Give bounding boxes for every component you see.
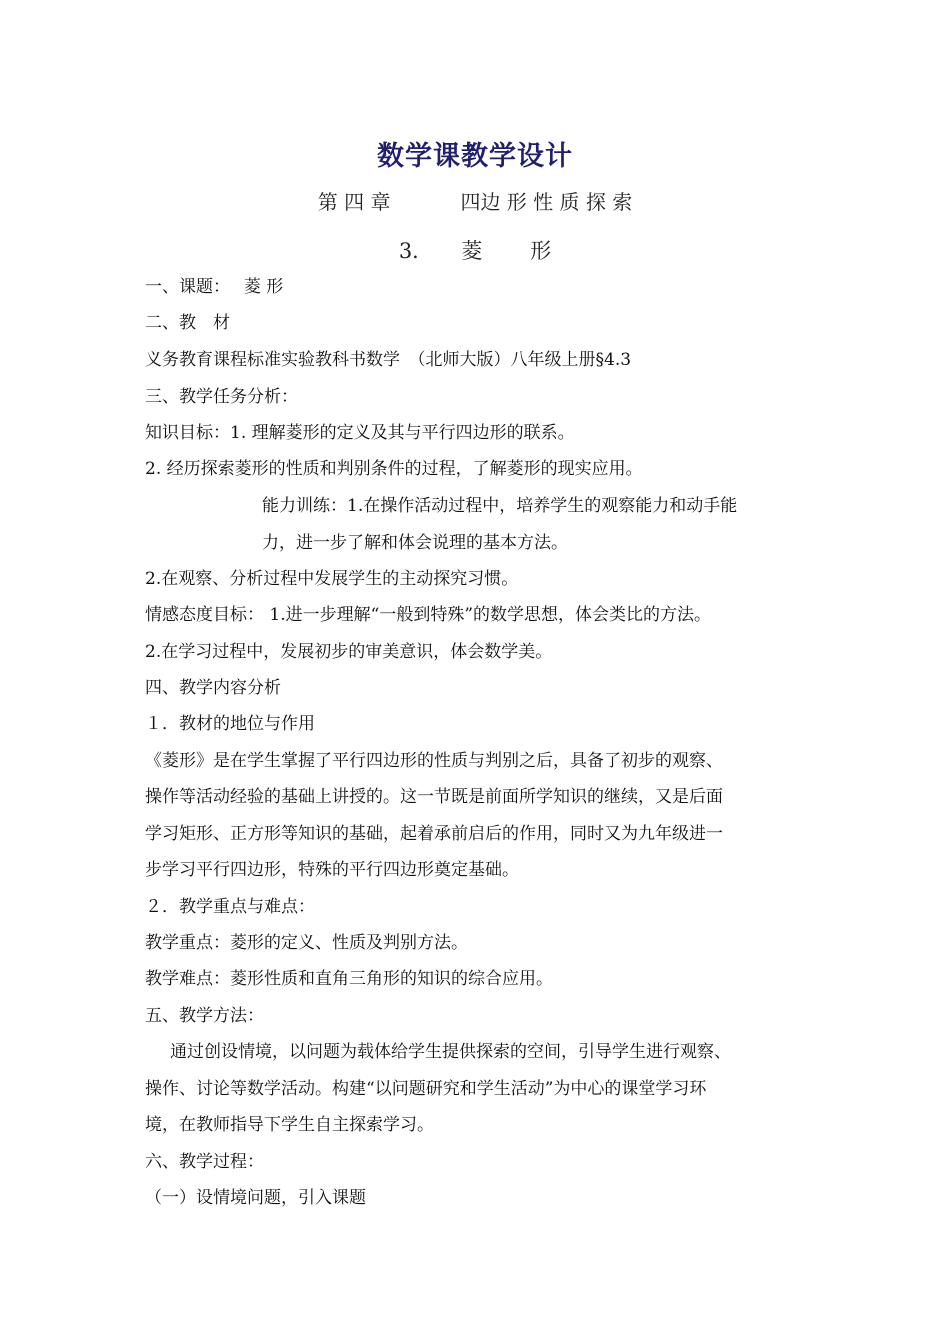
paragraph-line: 步学习平行四边形，特殊的平行四边形奠定基础。 bbox=[145, 860, 519, 880]
textbook-line: 义务教育课程标准实验教科书数学 （北师大版）八年级上册§4.3 bbox=[145, 350, 632, 370]
section-name-second: 形 bbox=[530, 239, 552, 263]
paragraph-line: 学习矩形、正方形等知识的基础，起着承前启后的作用，同时又为九年级进一 bbox=[145, 824, 723, 844]
method-paragraph-line: 境，在教师指导下学生自主探索学习。 bbox=[145, 1115, 434, 1135]
document-title: 数学课教学设计 bbox=[377, 141, 573, 172]
paragraph-line: 《菱形》是在学生掌握了平行四边形的性质与判别之后，具备了初步的观察、 bbox=[145, 751, 723, 771]
ability-training-line: 能力训练：1.在操作活动过程中，培养学生的观察能力和动手能 bbox=[262, 496, 738, 516]
difficulty-line: 教学难点：菱形性质和直角三角形的知识的综合应用。 bbox=[145, 969, 553, 989]
textbook-heading: 二、教 材 bbox=[145, 313, 230, 333]
key-points-heading: ２．教学重点与难点： bbox=[145, 897, 315, 917]
task-analysis-heading: 三、教学任务分析： bbox=[145, 387, 298, 407]
knowledge-goal-line-2: 2. 经历探索菱形的性质和判别条件的过程，了解菱形的现实应用。 bbox=[145, 459, 643, 479]
process-heading: 六、教学过程： bbox=[145, 1152, 264, 1172]
section-name-first: 菱 bbox=[461, 239, 483, 263]
content-analysis-heading: 四、教学内容分析 bbox=[145, 678, 281, 698]
method-paragraph-line: 通过创设情境，以问题为载体给学生提供探索的空间，引导学生进行观察、 bbox=[170, 1042, 731, 1062]
section-number: 3． bbox=[398, 239, 434, 263]
attitude-goal-line-2: 2.在学习过程中，发展初步的审美意识，体会数学美。 bbox=[145, 642, 553, 662]
lesson-topic-line: 一、课题： 菱 形 bbox=[145, 277, 284, 297]
method-paragraph-line: 操作、讨论等数学活动。构建“以问题研究和学生活动”为中心的课堂学习环 bbox=[145, 1079, 707, 1099]
textbook-role-heading: １．教材的地位与作用 bbox=[145, 714, 315, 734]
paragraph-line: 操作等活动经验的基础上讲授的。这一节既是前面所学知识的继续，又是后面 bbox=[145, 787, 723, 807]
ability-training-line-3: 2.在观察、分析过程中发展学生的主动探究习惯。 bbox=[145, 569, 519, 589]
knowledge-goal-line: 知识目标：1. 理解菱形的定义及其与平行四边形的联系。 bbox=[145, 423, 575, 443]
chapter-heading bbox=[0, 186, 950, 215]
section-heading bbox=[0, 235, 950, 265]
process-step-heading: （一）设情境问题，引入课题 bbox=[145, 1188, 366, 1208]
ability-training-line-2: 力，进一步了解和体会说理的基本方法。 bbox=[262, 533, 568, 553]
chapter-number: 第 四 章 bbox=[317, 190, 391, 214]
attitude-goal-line: 情感态度目标： 1.进一步理解“一般到特殊”的数学思想，体会类比的方法。 bbox=[145, 605, 712, 625]
chapter-name: 四边 形 性 质 探 索 bbox=[460, 190, 633, 214]
key-point-line: 教学重点：菱形的定义、性质及判别方法。 bbox=[145, 933, 468, 953]
method-heading: 五、教学方法： bbox=[145, 1006, 264, 1026]
